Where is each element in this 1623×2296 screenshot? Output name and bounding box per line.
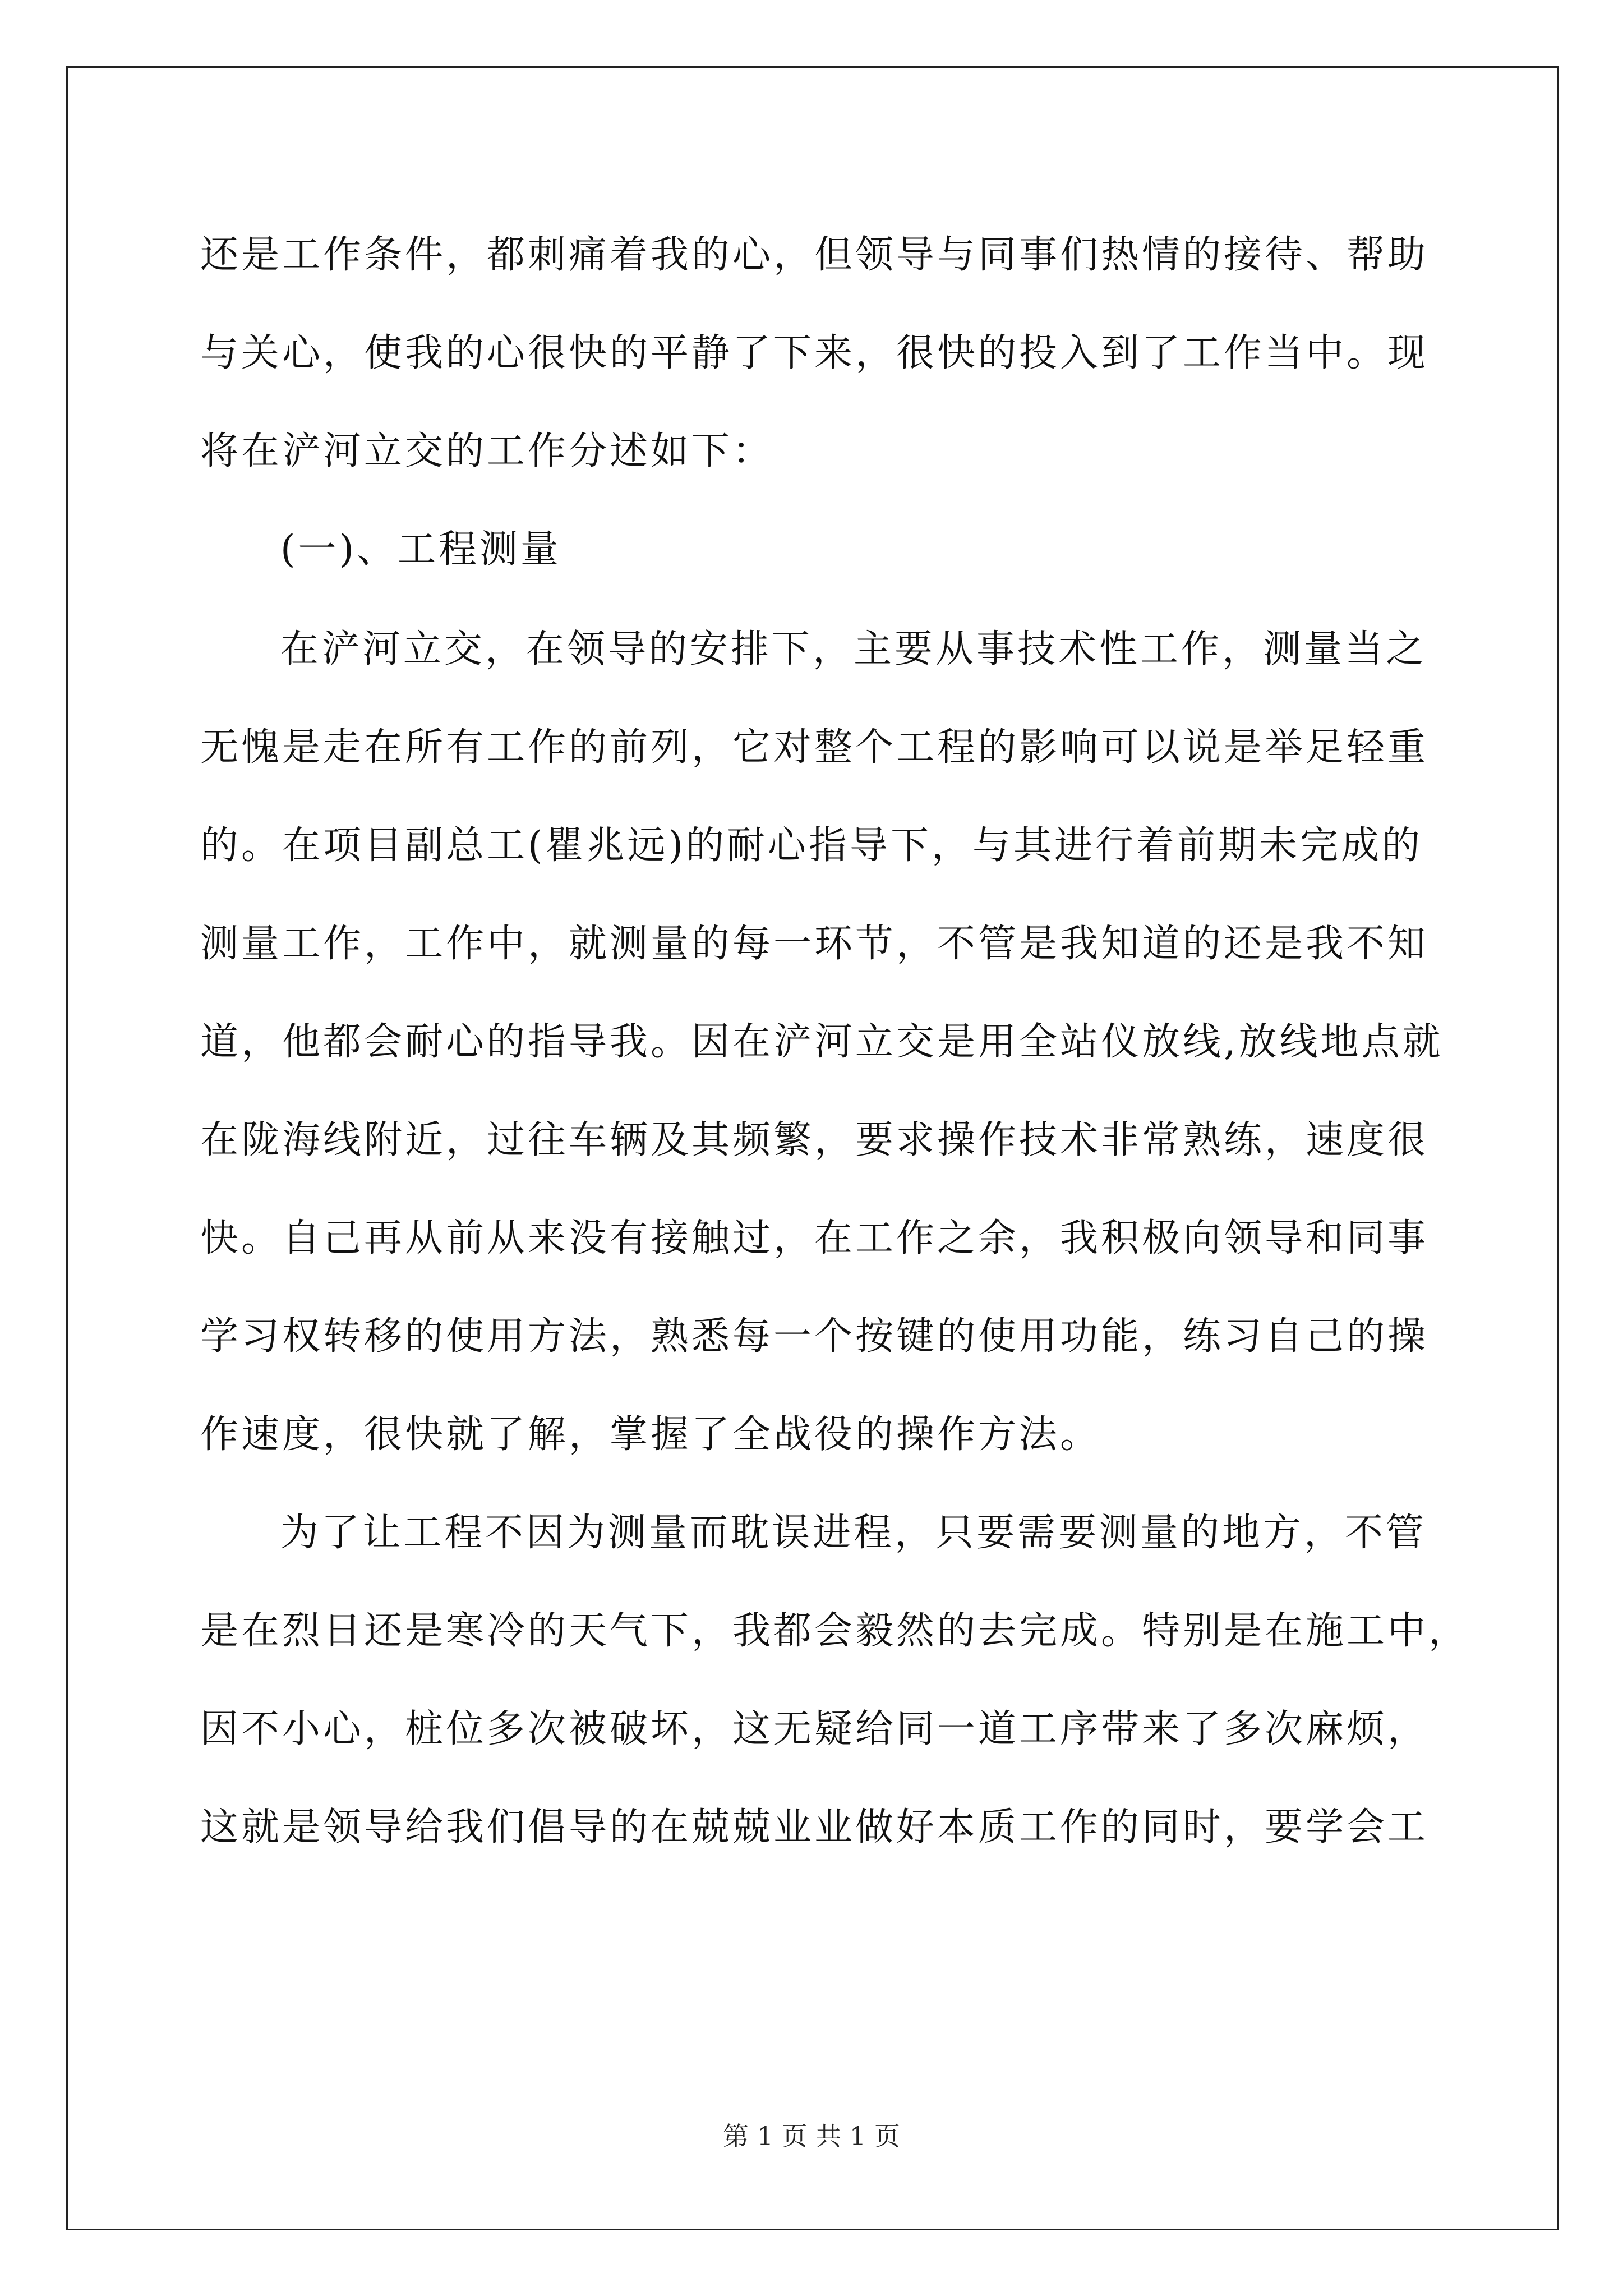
text-line-15: 是在烈日还是寒冷的天气下，我都会毅然的去完成。特别是在施工中， [200, 1609, 1470, 1653]
text-line-2: 与关心，使我的心很快的平静了下来，很快的投入到了工作当中。现 [200, 331, 1429, 375]
section-heading: (一)、工程测量 [280, 527, 562, 572]
text-line-14: 为了让工程不因为测量而耽误进程，只要需要测量的地方，不管 [280, 1511, 1427, 1555]
text-line-10: 在陇海线附近，过往车辆及其频繁，要求操作技术非常熟练，速度很 [200, 1118, 1429, 1162]
text-line-1: 还是工作条件，都刺痛着我的心，但领导与同事们热情的接待、帮助 [200, 233, 1429, 277]
text-line-8: 测量工作，工作中，就测量的每一环节，不管是我知道的还是我不知 [200, 922, 1429, 966]
text-line-17: 这就是领导给我们倡导的在兢兢业业做好本质工作的同时，要学会工 [200, 1805, 1429, 1849]
text-line-16: 因不小心，桩位多次被破坏，这无疑给同一道工序带来了多次麻烦， [200, 1707, 1429, 1751]
text-line-7: 的。在项目副总工(瞿兆远)的耐心指导下，与其进行着前期未完成的 [200, 823, 1423, 868]
text-line-5: 在浐河立交，在领导的安排下，主要从事技术性工作，测量当之 [280, 627, 1427, 671]
page-footer: 第 1 页 共 1 页 [723, 2121, 900, 2151]
text-line-9: 道，他都会耐心的指导我。因在浐河立交是用全站仪放线,放线地点就 [200, 1020, 1444, 1064]
text-line-6: 无愧是走在所有工作的前列，它对整个工程的影响可以说是举足轻重 [200, 725, 1429, 770]
text-line-13: 作速度，很快就了解，掌握了全战役的操作方法。 [200, 1412, 1101, 1457]
text-line-11: 快。自己再从前从来没有接触过，在工作之余，我积极向领导和同事 [200, 1216, 1429, 1260]
text-line-12: 学习权转移的使用方法，熟悉每一个按键的使用功能，练习自己的操 [200, 1314, 1429, 1359]
text-line-3: 将在浐河立交的工作分述如下： [200, 429, 774, 473]
